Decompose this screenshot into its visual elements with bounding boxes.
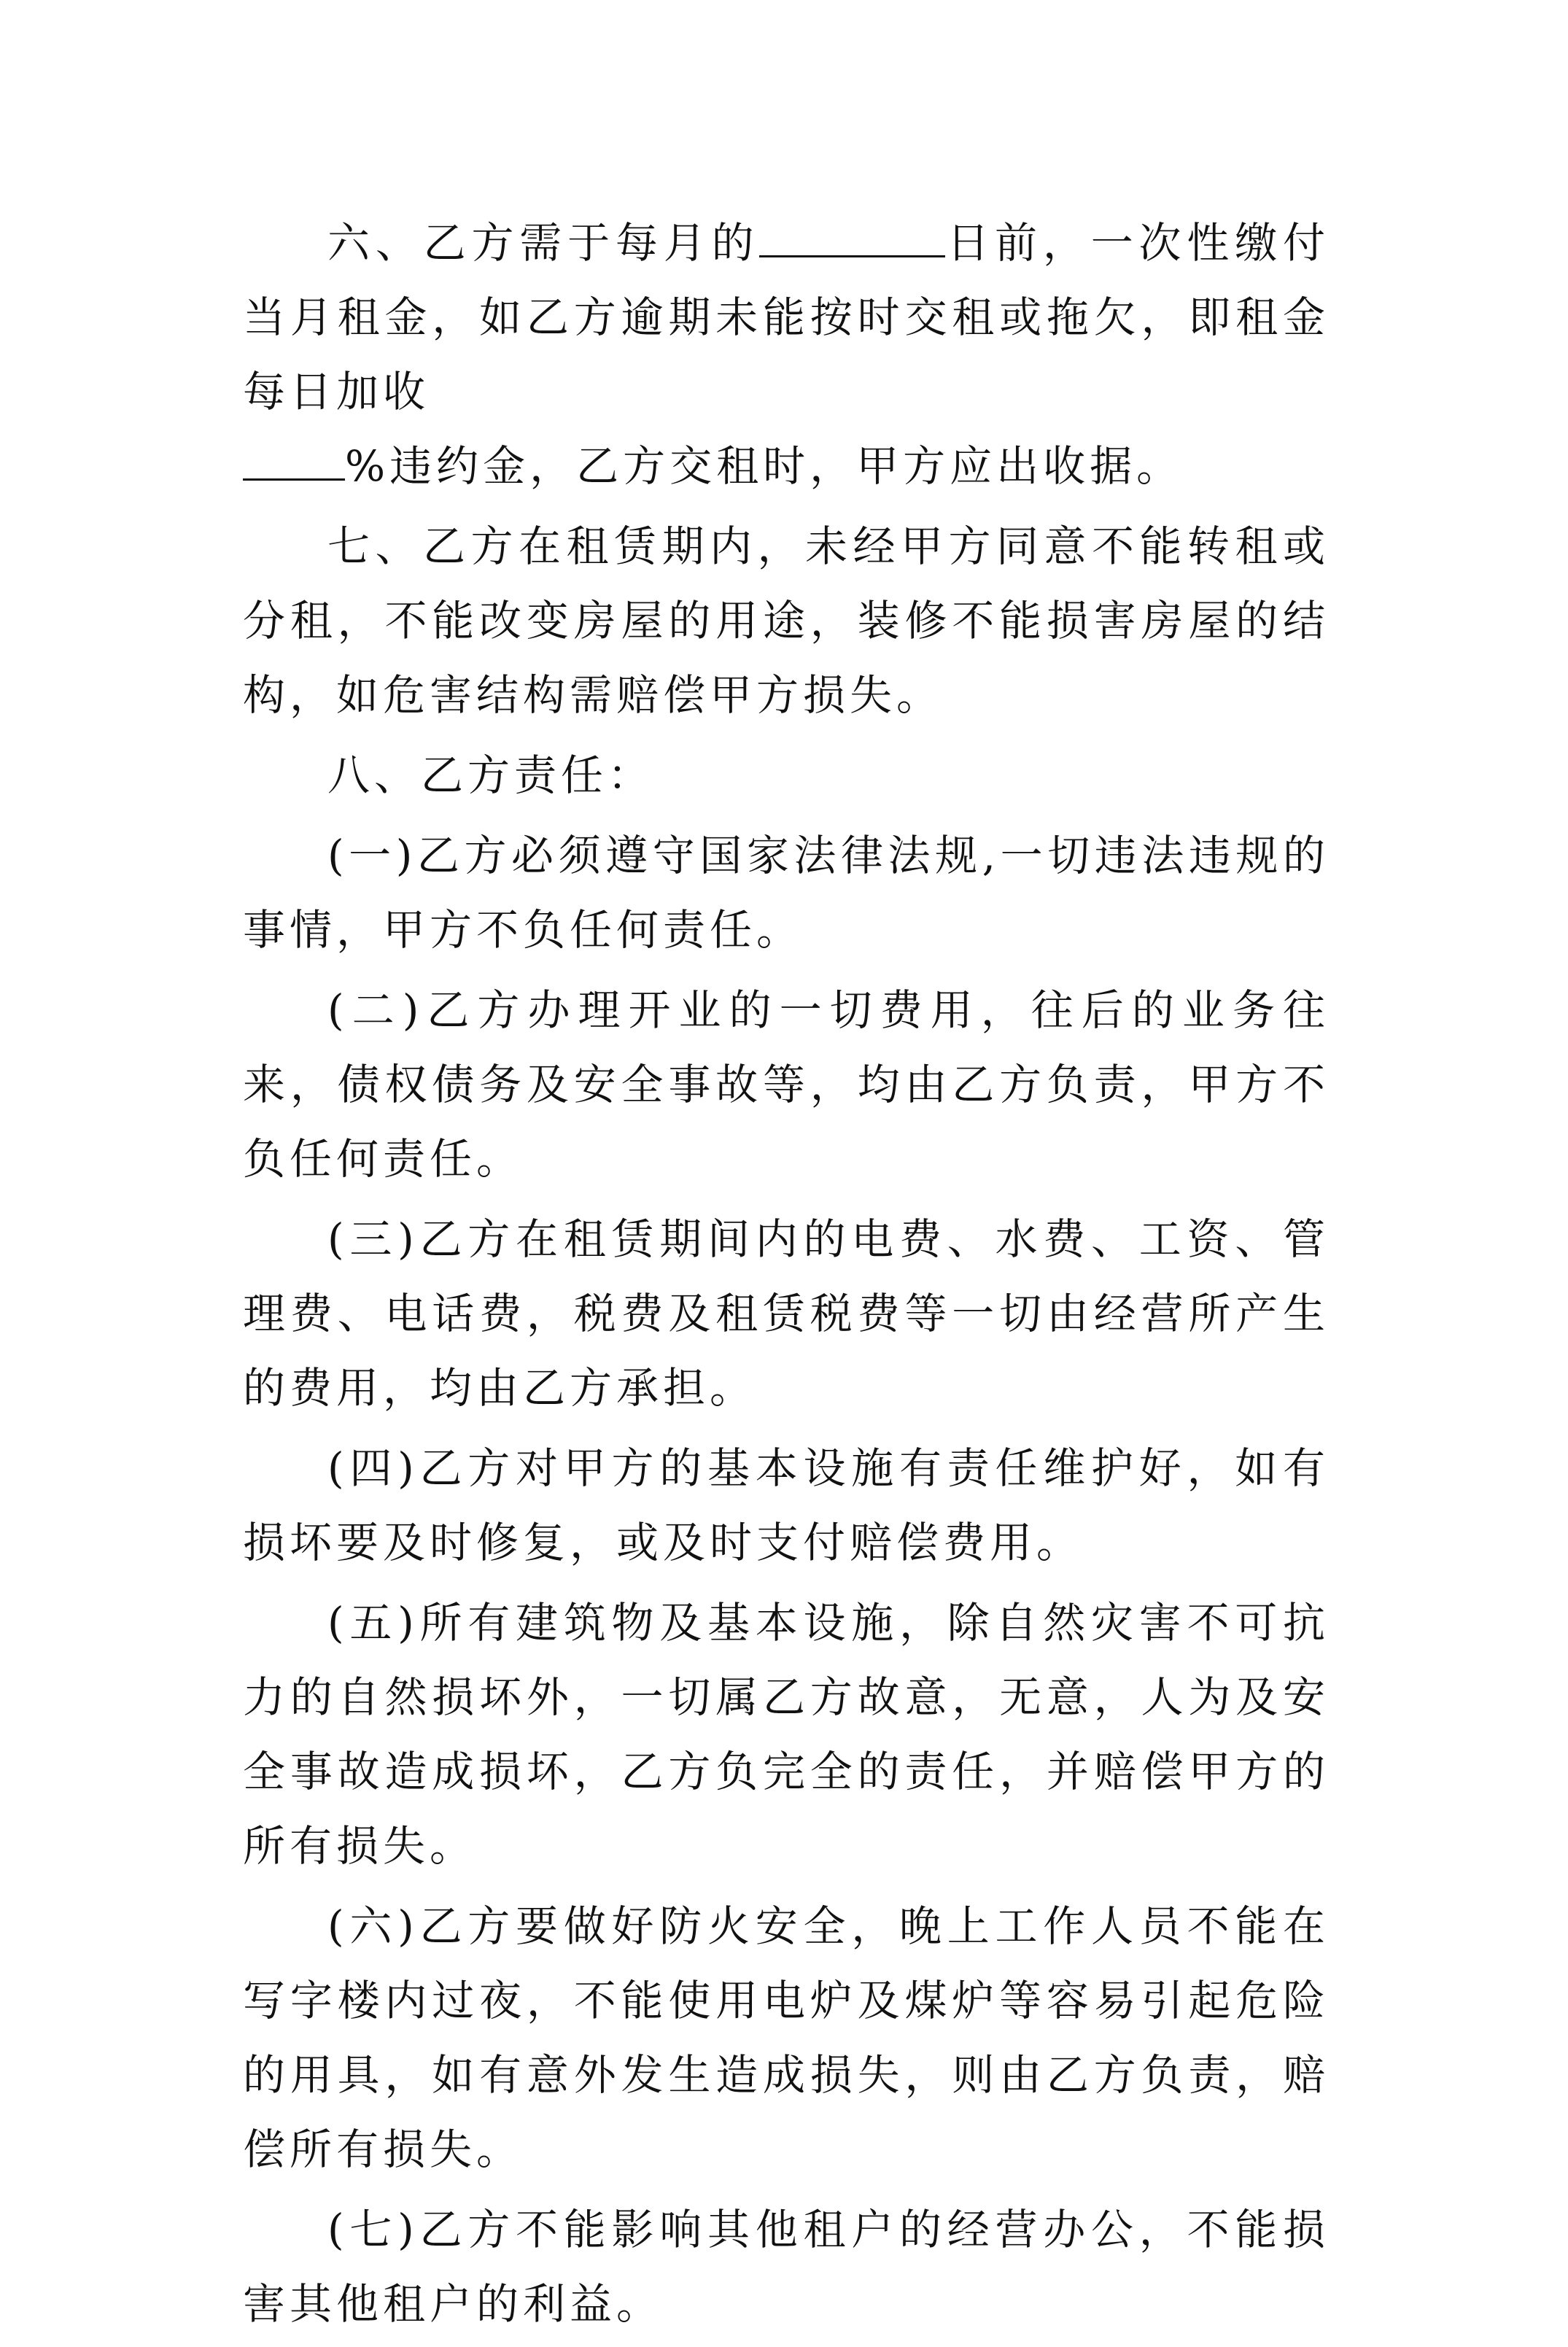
article-6-paragraph <box>243 206 1330 503</box>
article-7-paragraph: 七、乙方在租赁期内，未经甲方同意不能转租或分租，不能改变房屋的用途，装修不能损害房屋的结构，如危害结构需赔偿甲方损失。 <box>243 521 1330 720</box>
article-8-item-3: (三)乙方在租赁期间内的电费、水费、工资、管理费、电话费，税费及租赁税费等一切由经营所产生的费用，均由乙方承担。 <box>243 1214 1330 1413</box>
article-8-item-6: (六)乙方要做好防火安全，晚上工作人员不能在写字楼内过夜，不能使用电炉及煤炉等容易引起危险的用具，如有意外发生造成损失，则由乙方负责，赔偿所有损失。 <box>243 1901 1330 2174</box>
contract-body <box>243 206 1330 2347</box>
article-6-part2: 日前，一次性缴付当月租金，如乙方逾期未能按时交租或拖欠，即租金每日加收 <box>243 218 1330 416</box>
article-8-item-1: (一)乙方必须遵守国家法律法规,一切违法违规的事情，甲方不负任何责任。 <box>243 831 1330 955</box>
article-6-part3: %违约金，乙方交租时，甲方应出收据。 <box>345 441 1184 491</box>
article-8-item-5: (五)所有建筑物及基本设施，除自然灾害不可抗力的自然损坏外，一切属乙方故意，无意，人为及安全事故造成损坏，乙方负完全的责任，并赔偿甲方的所有损失。 <box>243 1598 1330 1871</box>
article-8-item-2: (二)乙方办理开业的一切费用，往后的业务往来，债权债务及安全事故等，均由乙方负责，甲方不负任何责任。 <box>243 985 1330 1184</box>
article-6-part1: 六、乙方需于每月的 <box>327 218 760 268</box>
payment-day-blank <box>759 212 945 257</box>
article-8-heading: 八、乙方责任： <box>327 750 655 800</box>
article-8-item-7: (七)乙方不能影响其他租户的经营办公，不能损害其他租户的利益。 <box>243 2205 1330 2329</box>
penalty-percent-blank <box>243 435 345 481</box>
article-8-item-4: (四)乙方对甲方的基本设施有责任维护好，如有损坏要及时修复，或及时支付赔偿费用。 <box>243 1443 1330 1567</box>
